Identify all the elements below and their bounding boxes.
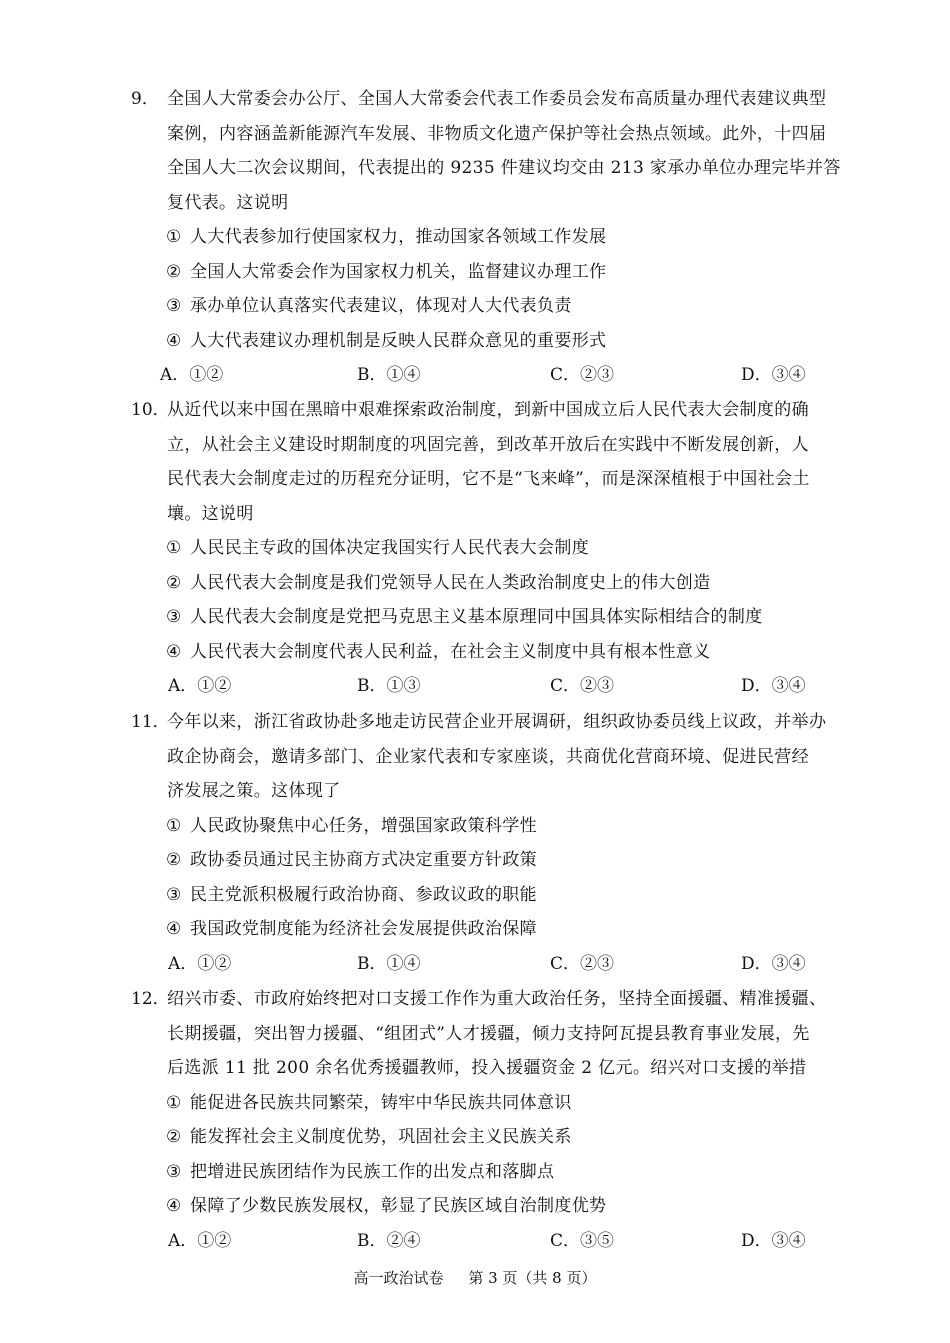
- option-text: 承办单位认真落实代表建议，体现对人大代表负责: [190, 296, 572, 316]
- option-4: [166, 912, 537, 947]
- option-mark: ①: [166, 538, 182, 558]
- option-mark: ③: [166, 1161, 182, 1182]
- option-text: 能发挥社会主义制度优势，巩固社会主义民族关系: [190, 1127, 572, 1147]
- option-text: 人民民主专政的国体决定我国实行人民代表大会制度: [190, 538, 590, 558]
- choice-c: C．②③: [550, 953, 615, 974]
- choice-a: A．①②: [160, 365, 224, 385]
- choice-d: D．③④: [741, 1230, 806, 1251]
- choice-a: A．①②: [168, 1230, 232, 1251]
- question-stem-line: 政企协商会，邀请多部门、企业家代表和专家座谈，共商优化营商环境、促进民营经: [167, 746, 809, 767]
- question-number: 11．: [131, 712, 170, 732]
- option-text: 把增进民族团结作为民族工作的出发点和落脚点: [190, 1161, 555, 1182]
- option-4: [166, 1189, 606, 1224]
- question-stem-line: 民代表大会制度走过的历程充分证明，它不是“飞来峰”，而是深深植根于中国社会土: [167, 469, 810, 489]
- choice-c: C．③⑤: [550, 1230, 615, 1251]
- option-text: 人民政协聚焦中心任务，增强国家政策科学性: [190, 815, 537, 836]
- option-text: 人大代表建议办理机制是反映人民群众意见的重要形式: [190, 330, 607, 351]
- option-mark: ①: [166, 1092, 182, 1113]
- option-mark: ④: [166, 330, 182, 351]
- question-stem-line: 立，从社会主义建设时期制度的巩固完善，到改革开放后在实践中不断发展创新，人: [167, 434, 809, 455]
- option-text: 政协委员通过民主协商方式决定重要方针政策: [190, 850, 537, 870]
- question-number: 10．: [131, 400, 170, 420]
- option-text: 民主党派积极履行政治协商、参政议政的职能: [190, 884, 537, 905]
- choice-a: A．①②: [168, 953, 232, 974]
- option-text: 能促进各民族共同繁荣，铸牢中华民族共同体意识: [190, 1092, 572, 1113]
- option-mark: ①: [166, 815, 182, 836]
- option-4: [166, 635, 711, 670]
- question-stem-line: 长期援疆，突出智力援疆、“组团式”人才援疆，倾力支持阿瓦提县教育事业发展，先: [167, 1023, 810, 1044]
- question-number: 9．: [131, 89, 159, 109]
- option-mark: ②: [166, 850, 182, 870]
- option-1: [166, 531, 589, 566]
- exam-title: 高一政治试卷: [353, 1269, 444, 1287]
- choice-c: C．②③: [550, 365, 615, 385]
- question-number: 12．: [131, 989, 170, 1009]
- choice-b: B．①④: [357, 953, 421, 974]
- option-mark: ④: [166, 1196, 182, 1216]
- option-1: [166, 220, 606, 255]
- question-stem-line: 绍兴市委、市政府始终把对口支援工作作为重大政治任务，坚持全面援疆、精准援疆、: [167, 989, 827, 1009]
- choice-a: A．①②: [168, 676, 232, 696]
- choice-b: B．①④: [357, 365, 421, 385]
- question-stem-line: 今年以来，浙江省政协赴多地走访民营企业开展调研，组织政协委员线上议政，并举办: [167, 712, 827, 732]
- option-2: [166, 255, 606, 290]
- option-text: 人民代表大会制度是党把马克思主义基本原理同中国具体实际相结合的制度: [190, 607, 763, 627]
- option-text: 保障了少数民族发展权，彰显了民族区域自治制度优势: [190, 1196, 607, 1216]
- option-mark: ②: [166, 572, 182, 593]
- option-1: [166, 1086, 572, 1121]
- option-mark: ③: [166, 607, 182, 627]
- option-mark: ②: [166, 261, 182, 282]
- option-2: [166, 1120, 572, 1155]
- option-mark: ④: [166, 919, 182, 939]
- option-text: 全国人大常委会作为国家权力机关，监督建议办理工作: [190, 261, 607, 282]
- option-text: 人民代表大会制度代表人民利益，在社会主义制度中具有根本性意义: [190, 641, 711, 662]
- question-stem-line: 全国人大二次会议期间，代表提出的 9235 件建议均交由 213 家承办单位办理完毕并答: [167, 158, 841, 178]
- option-mark: ③: [166, 296, 182, 316]
- option-3: [166, 1155, 554, 1190]
- option-2: [166, 566, 711, 601]
- option-mark: ③: [166, 884, 182, 905]
- option-3: [166, 289, 572, 324]
- question-stem-line: 全国人大常委会办公厅、全国人大常委会代表工作委员会发布高质量办理代表建议典型: [167, 89, 827, 109]
- question-stem-line: 壤。这说明: [167, 503, 254, 524]
- option-text: 人大代表参加行使国家权力，推动国家各领域工作发展: [190, 227, 607, 247]
- question-stem-line: 复代表。这说明: [167, 192, 289, 213]
- choice-d: D．③④: [741, 676, 806, 696]
- option-text: 我国政党制度能为经济社会发展提供政治保障: [190, 919, 537, 939]
- question-stem-line: 从近代以来中国在黑暗中艰难探索政治制度，到新中国成立后人民代表大会制度的确: [167, 400, 809, 420]
- page-footer: [0, 1266, 950, 1290]
- question-stem-line: 济发展之策。这体现了: [167, 781, 341, 801]
- choice-d: D．③④: [741, 365, 806, 385]
- option-text: 人民代表大会制度是我们党领导人民在人类政治制度史上的伟大创造: [190, 572, 711, 593]
- choice-c: C．②③: [550, 676, 615, 696]
- choice-d: D．③④: [741, 953, 806, 974]
- option-mark: ①: [166, 227, 182, 247]
- page-number: 第 3 页（共 8 页）: [468, 1269, 597, 1287]
- option-2: [166, 843, 537, 878]
- choice-b: B．①③: [357, 676, 421, 696]
- option-mark: ②: [166, 1127, 182, 1147]
- option-3: [166, 600, 763, 635]
- option-3: [166, 878, 537, 913]
- option-mark: ④: [166, 641, 182, 662]
- question-stem-line: 案例，内容涵盖新能源汽车发展、非物质文化遗产保护等社会热点领域。此外，十四届: [167, 123, 827, 144]
- question-stem-line: 后选派 11 批 200 余名优秀援疆教师，投入援疆资金 2 亿元。绍兴对口支援的举措: [167, 1058, 807, 1078]
- choice-b: B．②④: [357, 1230, 421, 1251]
- option-4: [166, 324, 606, 359]
- option-1: [166, 809, 537, 844]
